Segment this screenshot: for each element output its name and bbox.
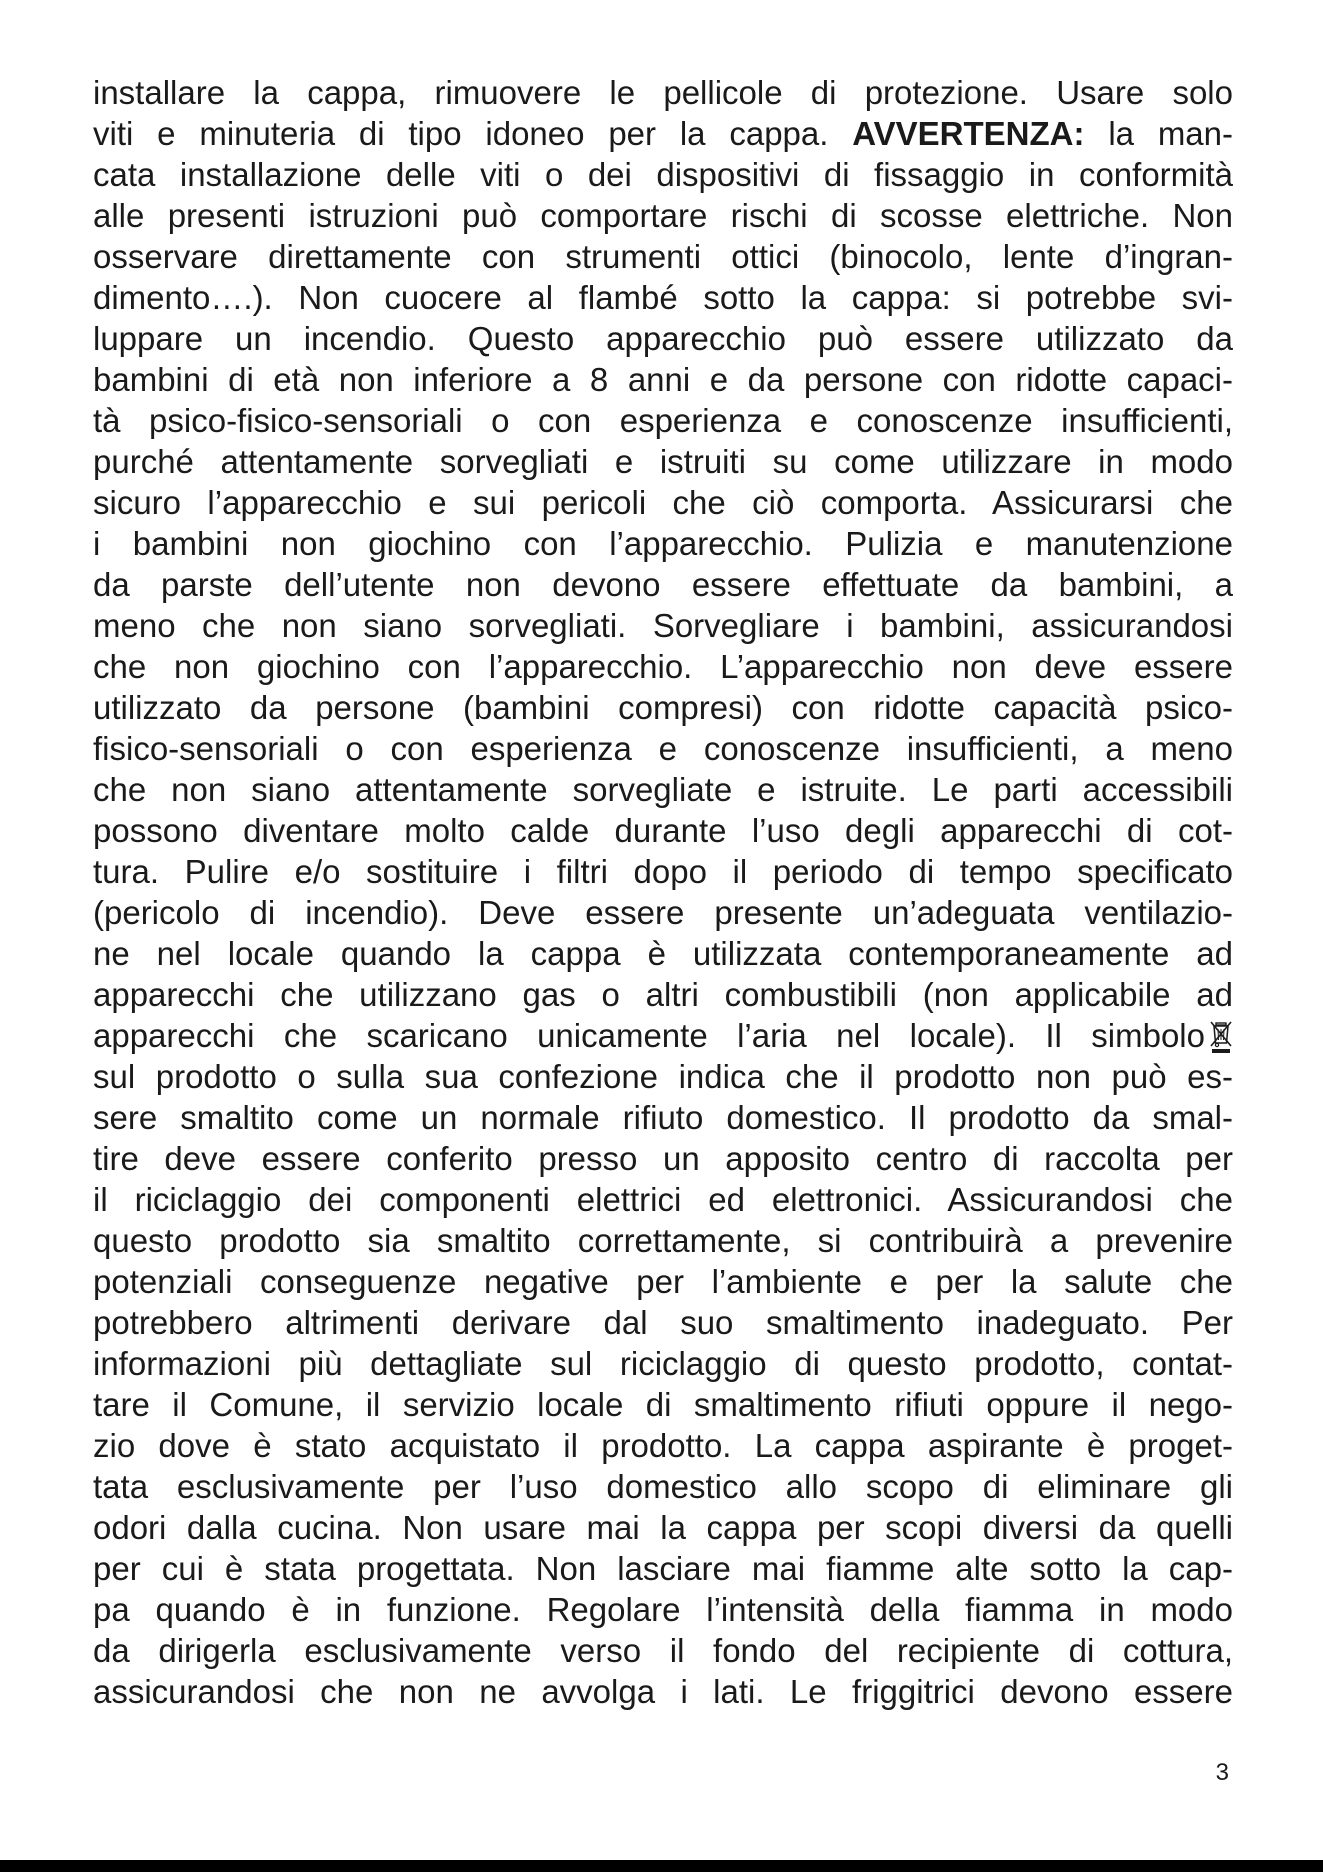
text-line: potrebbero altrimenti derivare dal suo smaltimento inadeguato. Per bbox=[93, 1304, 1233, 1341]
text-line: cata installazione delle viti o dei dispositivi di fissaggio in conformità bbox=[93, 156, 1233, 193]
text-line: assicurandosi che non ne avvolga i lati. Le friggitrici devono essere bbox=[93, 1673, 1233, 1710]
text-segment: apparecchi che scaricano unicamente l’aria nel locale). Il simbolo bbox=[93, 1017, 1205, 1054]
text-line: dimento….). Non cuocere al flambé sotto la cappa: si potrebbe svi- bbox=[93, 279, 1233, 316]
text-line: tare il Comune, il servizio locale di smaltimento rifiuti oppure il nego- bbox=[93, 1386, 1233, 1423]
text-line: possono diventare molto calde durante l’uso degli apparecchi di cot- bbox=[93, 812, 1233, 849]
text-line bbox=[93, 1015, 1233, 1056]
text-line: tà psico-fisico-sensoriali o con esperienza e conoscenze insufficienti, bbox=[93, 402, 1233, 439]
text-line: purché attentamente sorvegliati e istruiti su come utilizzare in modo bbox=[93, 443, 1233, 480]
text-line: zio dove è stato acquistato il prodotto. La cappa aspirante è proget- bbox=[93, 1427, 1233, 1464]
text-line: da parste dell’utente non devono essere effettuate da bambini, a bbox=[93, 566, 1233, 603]
text-line: per cui è stata progettata. Non lasciare mai fiamme alte sotto la cap- bbox=[93, 1550, 1233, 1587]
text-line: questo prodotto sia smaltito correttamente, si contribuirà a prevenire bbox=[93, 1222, 1233, 1259]
text-line: bambini di età non inferiore a 8 anni e da persone con ridotte capaci- bbox=[93, 361, 1233, 398]
text-line: installare la cappa, rimuovere le pellicole di protezione. Usare solo bbox=[93, 74, 1233, 111]
text-line: tata esclusivamente per l’uso domestico allo scopo di eliminare gli bbox=[93, 1468, 1233, 1505]
text-line: da dirigerla esclusivamente verso il fondo del recipiente di cottura, bbox=[93, 1632, 1233, 1669]
body-text bbox=[93, 72, 1233, 1712]
text-line: odori dalla cucina. Non usare mai la cappa per scopi diversi da quelli bbox=[93, 1509, 1233, 1546]
text-line: che non siano attentamente sorvegliate e istruite. Le parti accessibili bbox=[93, 771, 1233, 808]
text-line: pa quando è in funzione. Regolare l’intensità della fiamma in modo bbox=[93, 1591, 1233, 1628]
text-line: osservare direttamente con strumenti ottici (binocolo, lente d’ingran- bbox=[93, 238, 1233, 275]
text-line: ne nel locale quando la cappa è utilizzata contemporaneamente ad bbox=[93, 935, 1233, 972]
warning-label: AVVERTENZA: bbox=[852, 115, 1085, 152]
text-segment: la man- bbox=[1108, 115, 1234, 152]
page-number: 3 bbox=[1215, 1759, 1229, 1786]
text-segment: viti e minuteria di tipo idoneo per la cappa. bbox=[93, 115, 829, 152]
text-line bbox=[93, 113, 1233, 154]
text-line: informazioni più dettagliate sul riciclaggio di questo prodotto, contat- bbox=[93, 1345, 1233, 1382]
text-line: i bambini non giochino con l’apparecchio. Pulizia e manutenzione bbox=[93, 525, 1233, 562]
text-line: tura. Pulire e/o sostituire i filtri dopo il periodo di tempo specificato bbox=[93, 853, 1233, 890]
crossed-out-wheelie-bin-icon bbox=[1209, 1019, 1233, 1055]
text-line: apparecchi che utilizzano gas o altri combustibili (non applicabile ad bbox=[93, 976, 1233, 1013]
text-line: potenziali conseguenze negative per l’ambiente e per la salute che bbox=[93, 1263, 1233, 1300]
text-line: sicuro l’apparecchio e sui pericoli che ciò comporta. Assicurarsi che bbox=[93, 484, 1233, 521]
text-line: sere smaltito come un normale rifiuto domestico. Il prodotto da smal- bbox=[93, 1099, 1233, 1136]
text-line: (pericolo di incendio). Deve essere presente un’adeguata ventilazio- bbox=[93, 894, 1233, 931]
text-line: luppare un incendio. Questo apparecchio può essere utilizzato da bbox=[93, 320, 1233, 357]
bottom-edge-rule bbox=[0, 1860, 1323, 1872]
text-line: tire deve essere conferito presso un apposito centro di raccolta per bbox=[93, 1140, 1233, 1177]
text-line: utilizzato da persone (bambini compresi) con ridotte capacità psico- bbox=[93, 689, 1233, 726]
text-line: il riciclaggio dei componenti elettrici ed elettronici. Assicurandosi che bbox=[93, 1181, 1233, 1218]
text-line: fisico-sensoriali o con esperienza e conoscenze insufficienti, a meno bbox=[93, 730, 1233, 767]
text-line: meno che non siano sorvegliati. Sorvegliare i bambini, assicurandosi bbox=[93, 607, 1233, 644]
text-line: alle presenti istruzioni può comportare rischi di scosse elettriche. Non bbox=[93, 197, 1233, 234]
text-line: sul prodotto o sulla sua confezione indica che il prodotto non può es- bbox=[93, 1058, 1233, 1095]
text-line: che non giochino con l’apparecchio. L’apparecchio non deve essere bbox=[93, 648, 1233, 685]
